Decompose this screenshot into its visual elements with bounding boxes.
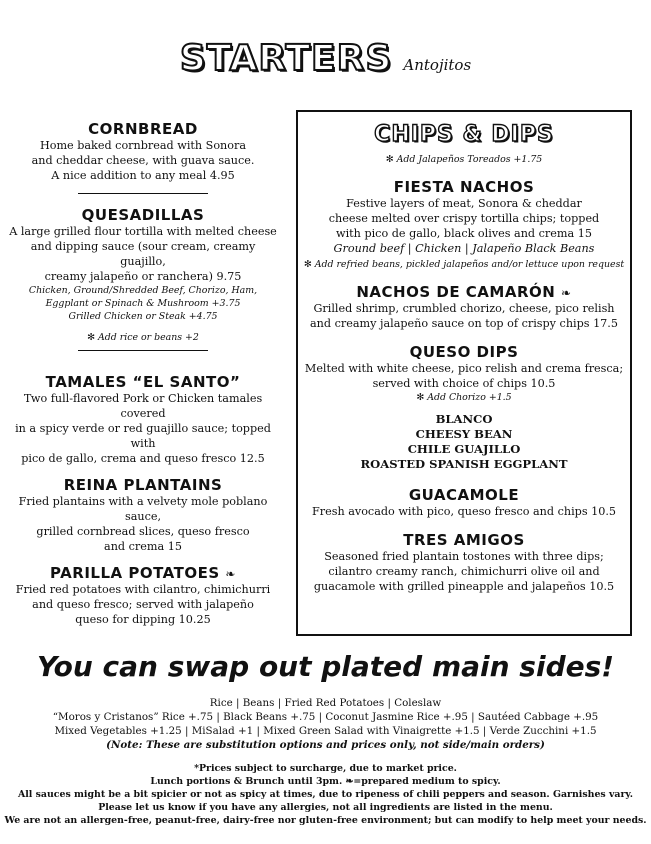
menu-item-tamales <box>8 373 278 466</box>
box-title: CHIPS & DIPS <box>374 122 554 147</box>
item-desc-line: in a spicy verde or red guajillo sauce; topped with <box>15 422 271 450</box>
variety: CHEESY BEAN <box>415 427 513 441</box>
item-desc-line: pico de gallo, crema and queso fresco 12.5 <box>21 452 265 465</box>
item-addon <box>298 258 630 271</box>
item-title: GUACAMOLE <box>408 486 520 504</box>
item-title: NACHOS DE CAMARÓN <box>356 283 556 301</box>
item-option-line: Eggplant or Spinach & Mushroom +3.75 <box>45 298 241 309</box>
footer-line: Please let us know if you have any allergies, not all ingredients are listed in the menu. <box>98 802 553 813</box>
item-desc-line: creamy jalapeño or ranchera) 9.75 <box>44 270 242 283</box>
menu-item-quesadillas <box>8 206 278 344</box>
title-main: STARTERS <box>179 38 393 79</box>
menu-item-queso-dips <box>298 343 630 472</box>
item-title: CORNBREAD <box>88 120 198 138</box>
sides-list <box>0 696 651 752</box>
variety: ROASTED SPANISH EGGPLANT <box>360 457 568 471</box>
item-title: PARILLA POTATOES <box>50 564 220 582</box>
addon-text: Add Jalapeños Toreados +1.75 <box>396 154 543 165</box>
swap-heading: You can swap out plated main sides! <box>36 650 615 683</box>
title-sub: Antojitos <box>403 56 472 74</box>
item-desc-line: with pico de gallo, black olives and crema 15 <box>336 227 592 240</box>
item-desc-line: cilantro creamy ranch, chimichurri olive oil and <box>328 565 600 578</box>
spicy-leaf-icon: ❧ <box>561 286 572 300</box>
item-desc-line: Melted with white cheese, pico relish and crema fresca; <box>304 362 624 375</box>
left-column <box>8 120 278 627</box>
addon-text: Add refried beans, pickled jalapeños and/or lettuce upon request <box>314 259 625 270</box>
asterisk-icon: ✻ <box>416 392 428 403</box>
item-desc-line: and creamy jalapeño sauce on top of crispy chips 17.5 <box>310 317 618 330</box>
item-addon <box>8 331 278 344</box>
item-desc-line: queso for dipping 10.25 <box>75 613 211 626</box>
item-desc-line: Grilled shrimp, crumbled chorizo, cheese, pico relish <box>313 302 615 315</box>
item-desc-line: and crema 15 <box>104 540 182 553</box>
item-addon <box>298 391 630 404</box>
asterisk-icon: ✻ <box>385 154 397 165</box>
item-desc-line: and cheddar cheese, with guava sauce. <box>31 154 255 167</box>
menu-item-tres-amigos <box>298 531 630 594</box>
addon-text: Add Chorizo +1.5 <box>427 392 512 403</box>
item-title-row <box>298 283 630 301</box>
queso-varieties <box>298 412 630 472</box>
menu-item-cornbread <box>8 120 278 183</box>
divider <box>78 350 208 351</box>
item-title: QUESADILLAS <box>81 206 205 224</box>
item-desc-line: Fried plantains with a velvety mole poblano sauce, <box>18 495 268 523</box>
item-desc-line: A nice addition to any meal 4.95 <box>51 169 235 182</box>
variety: BLANCO <box>435 412 493 426</box>
asterisk-icon: ✻ <box>87 332 98 343</box>
asterisk-icon: ✻ <box>303 259 315 270</box>
item-title: FIESTA NACHOS <box>393 178 535 196</box>
box-addon <box>298 153 630 166</box>
item-title: TRES AMIGOS <box>403 531 525 549</box>
item-desc-line: Fresh avocado with pico, queso fresco and chips 10.5 <box>311 505 617 518</box>
sides-note: (Note: These are substitution options and prices only, not side/main orders) <box>106 739 545 751</box>
footer-line: We are not an allergen-free, peanut-free, dairy-free nor gluten-free environment; but can modify to help meet your needs. <box>4 815 647 826</box>
chips-dips-box <box>296 110 632 636</box>
item-options: Ground beef | Chicken | Jalapeño Black Beans <box>333 242 595 255</box>
item-desc-line: Fried red potatoes with cilantro, chimichurri <box>15 583 271 596</box>
footer-notes <box>0 762 651 827</box>
divider <box>78 193 208 194</box>
menu-item-guacamole <box>298 486 630 519</box>
footer-line: Lunch portions & Brunch until 3pm. ❧=prepared medium to spicy. <box>150 776 501 787</box>
page-title <box>0 38 651 79</box>
footer-line: All sauces might be a bit spicier or not as spicy at times, due to ripeness of chili peppers and season. Garnishes vary. <box>17 789 634 800</box>
item-desc-line: A large grilled flour tortilla with melted cheese <box>9 225 277 238</box>
item-option-line: Chicken, Ground/Shredded Beef, Chorizo, Ham, <box>28 285 258 296</box>
sides-line: Mixed Vegetables +1.25 | MiSalad +1 | Mixed Green Salad with Vinaigrette +1.5 | Verde Zucchini +1.5 <box>54 725 597 737</box>
footer-line: *Prices subject to surcharge, due to market price. <box>194 763 457 774</box>
menu-item-camaron <box>298 283 630 331</box>
item-desc-line: Seasoned fried plantain tostones with three dips; <box>324 550 604 563</box>
menu-item-fiesta-nachos <box>298 178 630 271</box>
item-title-row <box>8 564 278 582</box>
variety: CHILE GUAJILLO <box>407 442 521 456</box>
item-desc-line: Two full-flavored Pork or Chicken tamales covered <box>23 392 263 420</box>
menu-item-potatoes <box>8 564 278 627</box>
item-title: TAMALES “EL SANTO” <box>45 373 241 391</box>
item-desc-line: guacamole with grilled pineapple and jalapeños 10.5 <box>313 580 615 593</box>
item-desc-line: served with choice of chips 10.5 <box>372 377 556 390</box>
sides-line: Rice | Beans | Fried Red Potatoes | Coleslaw <box>209 697 442 709</box>
item-desc-line: cheese melted over crispy tortilla chips; topped <box>328 212 600 225</box>
spicy-leaf-icon: ❧ <box>225 567 236 581</box>
item-title: REINA PLANTAINS <box>63 476 223 494</box>
addon-text: Add rice or beans +2 <box>97 332 199 343</box>
item-desc-line: and dipping sauce (sour cream, creamy guajillo, <box>30 240 256 268</box>
item-desc-line: Home baked cornbread with Sonora <box>39 139 247 152</box>
item-option-line: Grilled Chicken or Steak +4.75 <box>68 311 218 322</box>
sides-line: “Moros y Cristanos” Rice +.75 | Black Beans +.75 | Coconut Jasmine Rice +.95 | Sautéed Cabbage +.95 <box>52 711 599 723</box>
menu-item-plantains <box>8 476 278 554</box>
item-desc-line: and queso fresco; served with jalapeño <box>32 598 254 611</box>
item-title: QUESO DIPS <box>409 343 519 361</box>
item-desc-line: Festive layers of meat, Sonora & cheddar <box>346 197 582 210</box>
item-desc-line: grilled cornbread slices, queso fresco <box>36 525 250 538</box>
